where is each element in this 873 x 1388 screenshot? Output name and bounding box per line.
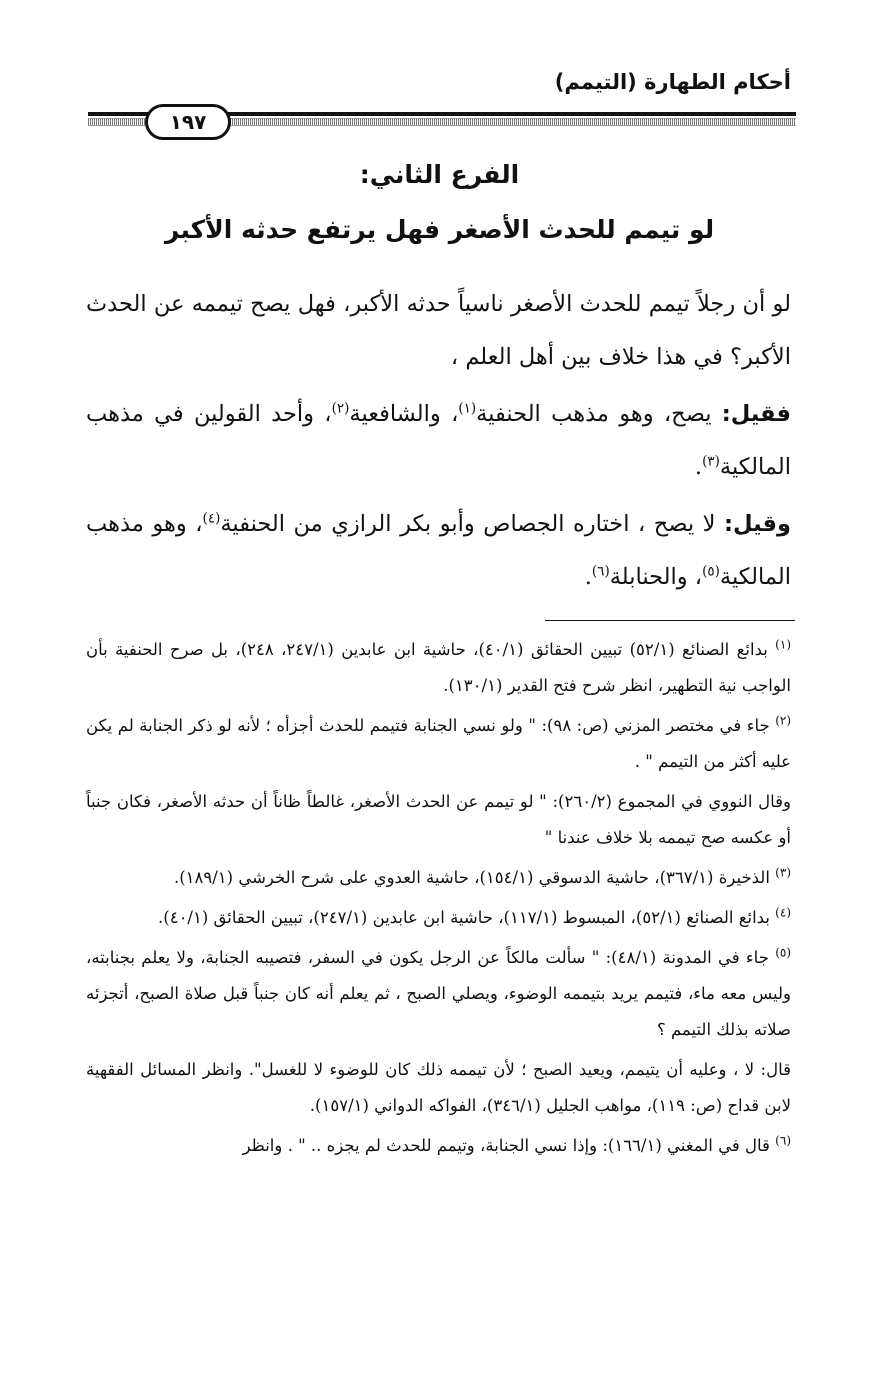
footnote-text: الذخيرة (٣٦٧/١)، حاشية الدسوقي (١٥٤/١)، حاشية العدوي على شرح الخرشي (١٨٩/١). [173, 868, 770, 887]
section-title: الفرع الثاني: [359, 160, 520, 189]
footnote-ref-6[interactable]: (٦) [591, 563, 610, 580]
footnote [86, 632, 791, 704]
footnote-text: وقال النووي في المجموع (٢٦٠/٢): " لو تيمم عن الحدث الأصغر، غالطاً ظاناً أن حدثه الأصغر، فكان جنباً أو عكسه صح تيممه بلا خلاف عندنا " [86, 792, 791, 847]
footnote-ref-2[interactable]: (٢) [331, 400, 350, 417]
footnote-ref-1[interactable]: (١) [458, 400, 477, 417]
page-number-badge: ١٩٧ [145, 104, 231, 140]
footnote-number: (٤) [775, 905, 791, 920]
footnote-text: بدائع الصنائع (٥٢/١)، المبسوط (١١٧/١)، حاشية ابن عابدين (٢٤٧/١)، تبيين الحقائق (٤٠/١). [158, 908, 770, 927]
paragraph-2-lead: فقيل: [721, 401, 791, 427]
footnote-ref-5[interactable]: (٥) [702, 563, 720, 580]
paragraph-3-text-c: ، والحنابلة [609, 564, 703, 590]
body-text [86, 278, 791, 608]
footnote [86, 860, 791, 896]
paragraph-2-text-a: يصح، وهو مذهب الحنفية [476, 401, 722, 427]
paragraph-1: لو أن رجلاً تيمم للحدث الأصغر ناسياً حدثه الأكبر، فهل يصح تيممه عن الحدث الأكبر؟ في هذا خلاف بين أهل العلم ، [86, 291, 791, 370]
footnote [86, 940, 791, 1048]
footnote-number: (١) [775, 637, 791, 652]
footnote-separator [545, 620, 795, 621]
paragraph-2-text-c: ، وأحد القولين في مذهب المالكية [86, 401, 791, 480]
paragraph-3 [86, 498, 791, 604]
footnote-text: قال في المغني (١٦٦/١): وإذا نسي الجنابة، وتيمم للحدث لم يجزه .. " . وانظر [242, 1136, 770, 1155]
footnote-number: (٢) [775, 713, 792, 728]
section-subtitle: لو تيمم للحدث الأصغر فهل يرتفع حدثه الأكبر [164, 215, 715, 244]
footnote-number: (٣) [775, 865, 791, 880]
footnote-text: بدائع الصنائع (٥٢/١) تبيين الحقائق (٤٠/١)، حاشية ابن عابدين (٢٤٧/١، ٢٤٨)، بل صرح الحنفية بأن الواجب نية التطهير، انظر شرح فتح القدير (١٣٠/١). [86, 640, 791, 695]
footnotes [86, 632, 791, 1168]
paragraph-2 [86, 388, 791, 494]
footnote [86, 900, 791, 936]
footnote [86, 708, 791, 780]
footnote-text: جاء في مختصر المزني (ص: ٩٨): " ولو نسي الجنابة فتيمم للحدث أجزأه ؛ لأنه لو ذكر الجنابة لم يكن عليه أكثر من التيمم " . [86, 716, 791, 771]
footnote-ref-3[interactable]: (٣) [702, 453, 720, 470]
paragraph-3-text-a: لا يصح ، اختاره الجصاص وأبو بكر الرازي من الحنفية [220, 511, 725, 537]
footnote-number: (٦) [775, 1133, 791, 1148]
paragraph-3-lead: وقيل: [724, 511, 791, 537]
footnote-ref-4[interactable]: (٤) [202, 510, 221, 527]
running-header-title: أحكام الطهارة (التيمم) [554, 70, 791, 94]
footnote-continuation [86, 784, 791, 856]
paragraph-2-text-b: ، والشافعية [349, 401, 459, 427]
footnote-text: قال: لا ، وعليه أن يتيمم، ويعيد الصبح ؛ لأن تيممه ذلك كان للوضوء لا للغسل". وانظر المسائل الفقهية لابن قداح (ص: ١١٩)، مواهب الجليل (٣٤٦/١)، الفواكه الدواني (١٥٧/١). [86, 1060, 791, 1115]
paragraph-3-text-b: ، وهو مذهب المالكية [86, 511, 791, 590]
paragraph-3-text-d: . [584, 564, 592, 590]
paragraph-2-text-d: . [694, 454, 703, 480]
footnote-text: جاء في المدونة (٤٨/١): " سألت مالكاً عن الرجل يكون في السفر، فتصيبه الجنابة، ولا يعلم بجنابته، وليس معه ماء، فتيمم يريد بتيممه الوضوء، ويصلي الصبح ، ثم يعلم أنه كان جنباً قبل صلاة الصبح، أتجزئه صلاته بذلك التيمم ؟ [86, 948, 791, 1039]
footnote-number: (٥) [775, 945, 792, 960]
footnote-continuation [86, 1052, 791, 1124]
footnote [86, 1128, 791, 1164]
